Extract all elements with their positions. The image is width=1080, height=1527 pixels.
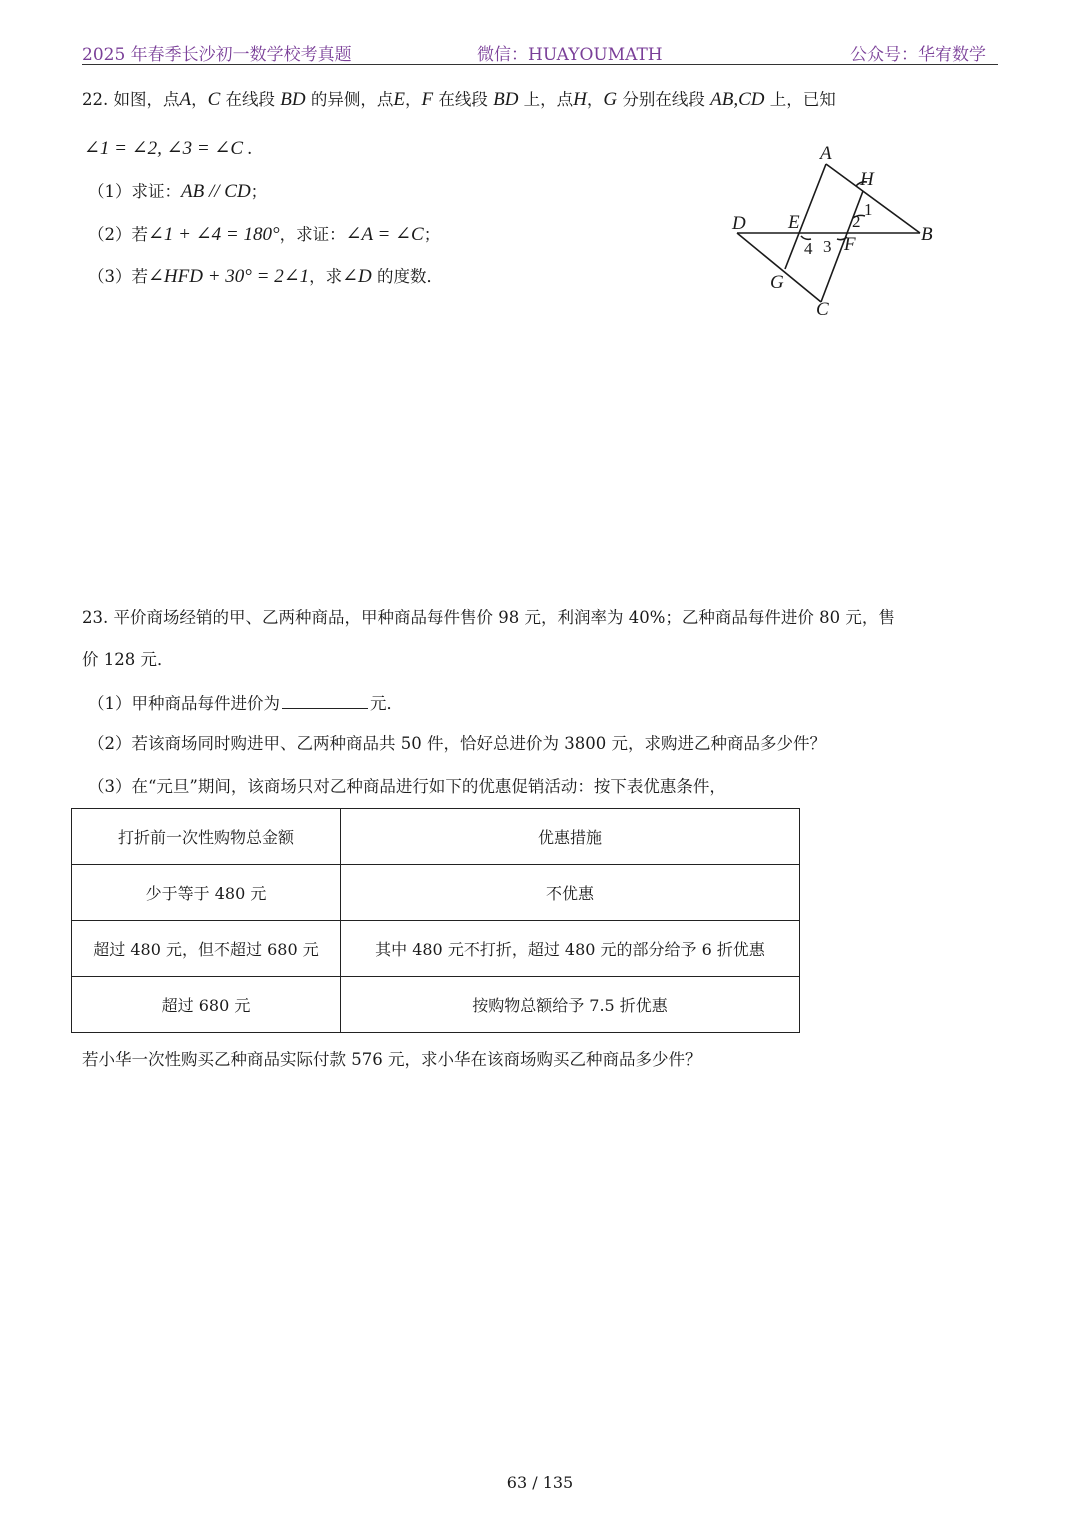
q22-part1 — [88, 180, 267, 204]
label-angle-4: 4 — [804, 239, 813, 258]
q22-text: ， — [191, 90, 208, 109]
table-header-cell: 打折前一次性购物总金额 — [72, 809, 341, 865]
q22-text: ， — [586, 90, 604, 109]
q22-var: BD — [493, 89, 519, 110]
q22-part3-end: 的度数． — [371, 267, 444, 286]
header-account: 公众号：华宥数学 — [850, 45, 986, 65]
label-e: E — [788, 212, 800, 233]
table-header-cell: 优惠措施 — [341, 809, 800, 865]
label-angle-2: 2 — [852, 212, 861, 231]
q22-var: A — [179, 89, 192, 110]
header-wechat: 微信：HUAYOUMATH — [477, 45, 663, 65]
q22-part3-math2: ∠D — [342, 266, 372, 287]
table-cell: 超过 680 元 — [72, 977, 341, 1033]
q23-stem-line1: 23. 平价商场经销的甲、乙两种商品，甲种商品每件售价 98 元，利润率为 40%；乙种商品每件进价 80 元，售 — [82, 608, 895, 627]
q23-part1-unit: 元． — [370, 694, 403, 713]
q23-part3: （3）在“元旦”期间，该商场只对乙种商品进行如下的优惠促销活动：按下表优惠条件， — [88, 777, 726, 796]
q22-part3 — [88, 265, 443, 289]
table-cell: 不优惠 — [341, 865, 800, 921]
label-angle-1: 1 — [864, 200, 873, 219]
q22-part3-label: （3）若 — [88, 267, 148, 286]
q22-part2-math: ∠1 + ∠4 = 180° — [148, 224, 280, 245]
q22-part1-label: （1）求证： — [88, 182, 181, 201]
q22-part1-end: ； — [250, 182, 268, 201]
q22-part3-mid: ，求 — [309, 267, 343, 286]
discount-table — [71, 808, 800, 1033]
q22-text: ， — [404, 90, 422, 109]
q22-given: ∠1 = ∠2, ∠3 = ∠C . — [84, 138, 253, 159]
q22-var: G — [603, 89, 618, 110]
q22-part1-math: AB // CD — [181, 181, 251, 202]
q22-geometry-figure — [725, 138, 955, 328]
label-g: G — [770, 272, 784, 293]
q22-text: 在线段 — [220, 90, 281, 109]
q22-part2-label: （2）若 — [88, 225, 148, 244]
q22-part2-end: ； — [423, 225, 441, 244]
label-c: C — [816, 299, 829, 320]
label-b: B — [921, 224, 933, 245]
q22-part2 — [88, 223, 440, 247]
q23-stem-line2: 价 128 元． — [82, 650, 174, 669]
q22-text: 分别在线段 — [617, 90, 711, 109]
q22-var: H — [573, 89, 587, 110]
label-h: H — [860, 169, 874, 190]
q22-var: AB,CD — [710, 89, 765, 110]
q22-stem-line1 — [82, 88, 836, 112]
table-row — [72, 865, 800, 921]
page-header — [82, 38, 998, 65]
table-cell: 按购物总额给予 7.5 折优惠 — [341, 977, 800, 1033]
q22-var: BD — [280, 89, 306, 110]
table-row — [72, 977, 800, 1033]
table-header-row — [72, 809, 800, 865]
q22-var: E — [393, 89, 405, 110]
q22-text: 22. 如图，点 — [82, 90, 180, 109]
q22-part2-math2: ∠A = ∠C — [345, 224, 424, 245]
label-angle-3: 3 — [823, 237, 832, 256]
q23-part1-text: （1）甲种商品每件进价为 — [88, 694, 280, 713]
answer-blank[interactable] — [282, 690, 368, 709]
table-cell: 其中 480 元不打折，超过 480 元的部分给予 6 折优惠 — [341, 921, 800, 977]
label-d: D — [732, 213, 746, 234]
table-cell: 少于等于 480 元 — [72, 865, 341, 921]
table-row — [72, 921, 800, 977]
q22-part2-mid: ，求证： — [279, 225, 346, 244]
q22-var: C — [207, 89, 221, 110]
q23-part3-question: 若小华一次性购买乙种商品实际付款 576 元，求小华在该商场购买乙种商品多少件？ — [82, 1050, 702, 1069]
q22-text: 上，已知 — [764, 90, 836, 109]
q22-var: F — [421, 89, 434, 110]
q23-part2: （2）若该商场同时购进甲、乙两种商品共 50 件，恰好总进价为 3800 元，求购进乙种商品多少件？ — [88, 734, 826, 753]
q22-text: 在线段 — [433, 90, 494, 109]
q22-text: 的异侧，点 — [305, 90, 394, 109]
header-title: 2025 年春季长沙初一数学校考真题 — [82, 45, 352, 65]
label-a: A — [820, 143, 832, 164]
q22-part3-math: ∠HFD + 30° = 2∠1 — [148, 266, 310, 287]
q23-part1 — [88, 690, 403, 716]
label-f: F — [844, 234, 856, 255]
table-cell: 超过 480 元，但不超过 680 元 — [72, 921, 341, 977]
q22-text: 上，点 — [518, 90, 574, 109]
page-number: 63 / 135 — [506, 1473, 574, 1492]
